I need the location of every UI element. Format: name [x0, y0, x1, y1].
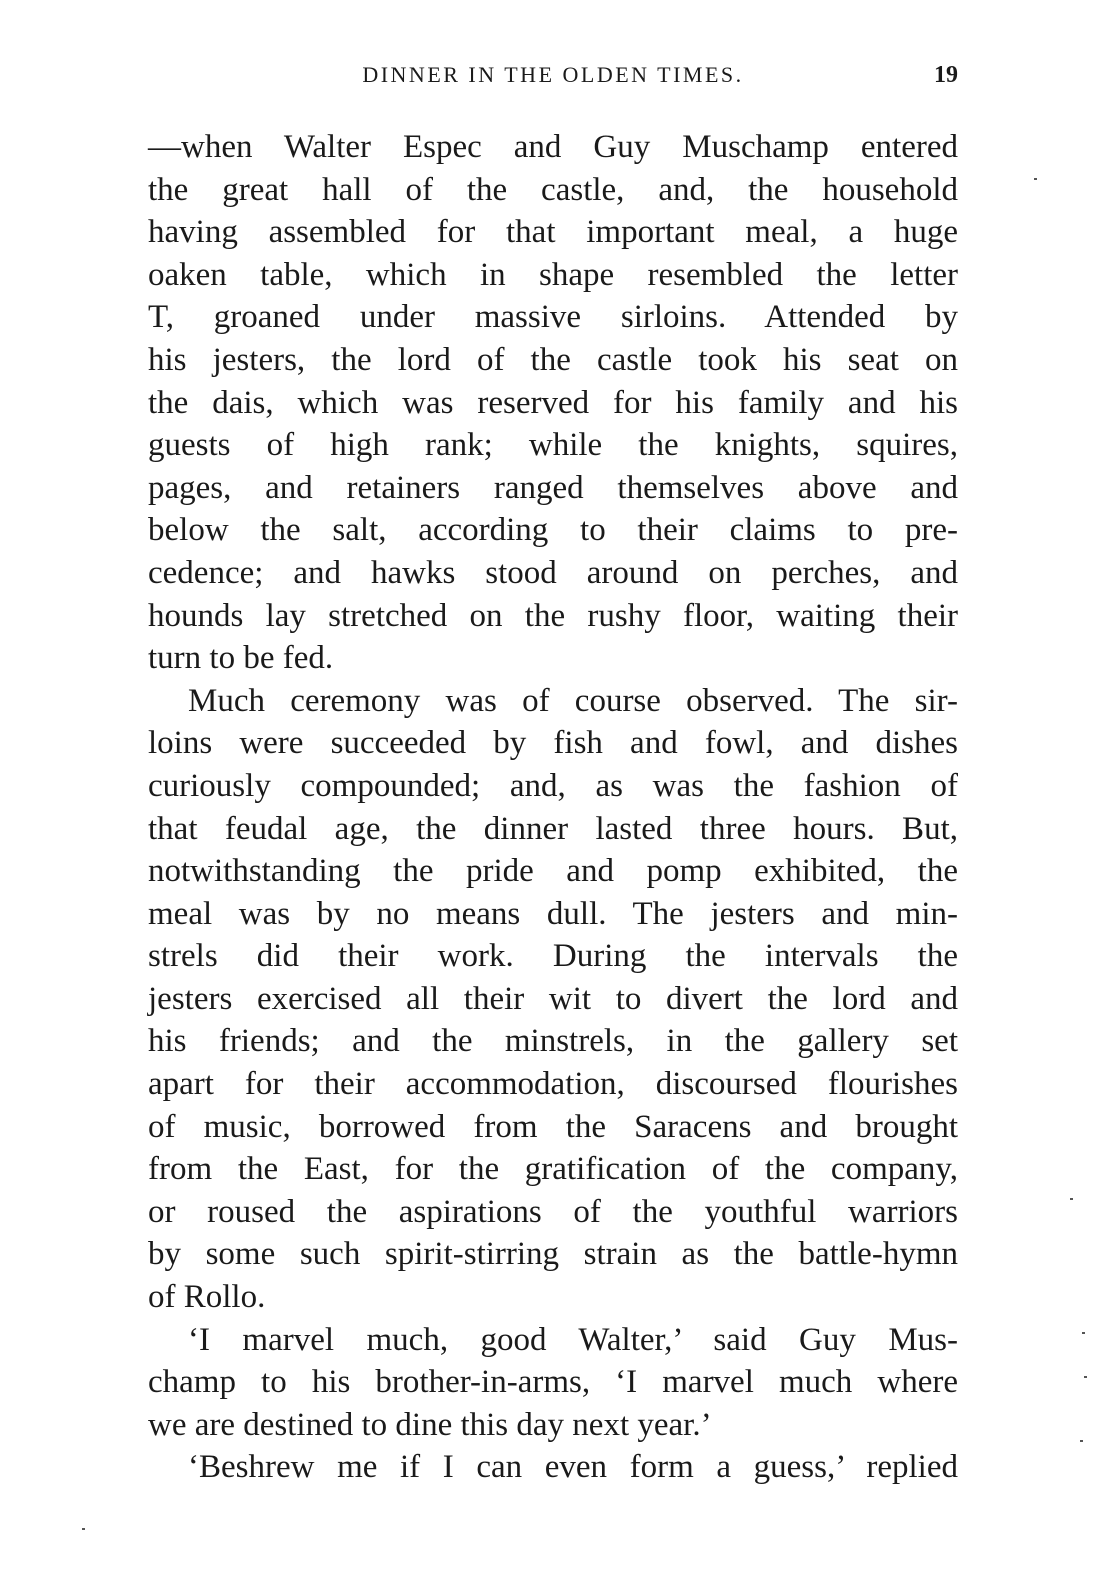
text-line: below the salt, according to their claims to pre-: [148, 512, 958, 549]
text-line: that feudal age, the dinner lasted three hours. But,: [148, 810, 958, 847]
text-line: oaken table, which in shape resembled the letter: [148, 256, 958, 293]
text-line: —when Walter Espec and Guy Muschamp entered: [148, 129, 958, 165]
text-line: from the East, for the gratification of the company,: [148, 1151, 958, 1188]
text-line: jesters exercised all their wit to divert the lord and: [148, 980, 958, 1017]
text-line: notwithstanding the pride and pomp exhibited, the: [148, 853, 958, 890]
scan-speck: [1080, 1440, 1083, 1442]
text-line: turn to be fed.: [148, 640, 334, 677]
text-line: his friends; and the minstrels, in the gallery set: [148, 1023, 958, 1060]
scan-speck: [82, 1528, 85, 1530]
text-line: we are destined to dine this day next year.’: [148, 1406, 712, 1443]
text-line: T, groaned under massive sirloins. Attended by: [148, 299, 958, 336]
text-line: hounds lay stretched on the rushy floor, waiting their: [148, 597, 958, 634]
text-line: apart for their accommodation, discoursed flourishes: [148, 1066, 958, 1103]
scan-speck: [1070, 1198, 1073, 1200]
page-number: 19: [934, 62, 958, 88]
scan-speck: [1084, 1376, 1087, 1378]
text-line: of Rollo.: [148, 1279, 266, 1316]
text-line: the great hall of the castle, and, the household: [148, 171, 958, 208]
text-line: guests of high rank; while the knights, squires,: [148, 427, 958, 464]
text-line: having assembled for that important meal, a huge: [148, 214, 958, 251]
text-line: by some such spirit-stirring strain as the battle-hymn: [148, 1236, 958, 1273]
text-line: pages, and retainers ranged themselves above and: [148, 469, 958, 506]
running-title: DINNER IN THE OLDEN TIMES.: [362, 62, 744, 87]
text-line: Much ceremony was of course observed. The sir-: [188, 682, 958, 719]
text-line: champ to his brother-in-arms, ‘I marvel much where: [148, 1364, 958, 1401]
text-line: his jesters, the lord of the castle took his seat on: [148, 341, 958, 378]
text-line: cedence; and hawks stood around on perches, and: [148, 554, 958, 591]
text-line: curiously compounded; and, as was the fashion of: [148, 767, 958, 804]
text-line: or roused the aspirations of the youthful warriors: [148, 1193, 958, 1230]
text-line: ‘I marvel much, good Walter,’ said Guy Mus-: [188, 1321, 958, 1358]
text-line: loins were succeeded by fish and fowl, and dishes: [148, 725, 958, 762]
text-line: meal was by no means dull. The jesters and min-: [148, 895, 958, 932]
scan-speck: [1082, 1332, 1085, 1334]
scan-speck: [1034, 178, 1037, 180]
body-text: [148, 126, 958, 1489]
text-line: strels did their work. During the intervals the: [148, 938, 958, 975]
running-head: [148, 60, 958, 94]
text-line: of music, borrowed from the Saracens and brought: [148, 1108, 958, 1145]
text-line: ‘Beshrew me if I can even form a guess,’ replied: [188, 1449, 958, 1486]
text-line: the dais, which was reserved for his family and his: [148, 384, 958, 421]
